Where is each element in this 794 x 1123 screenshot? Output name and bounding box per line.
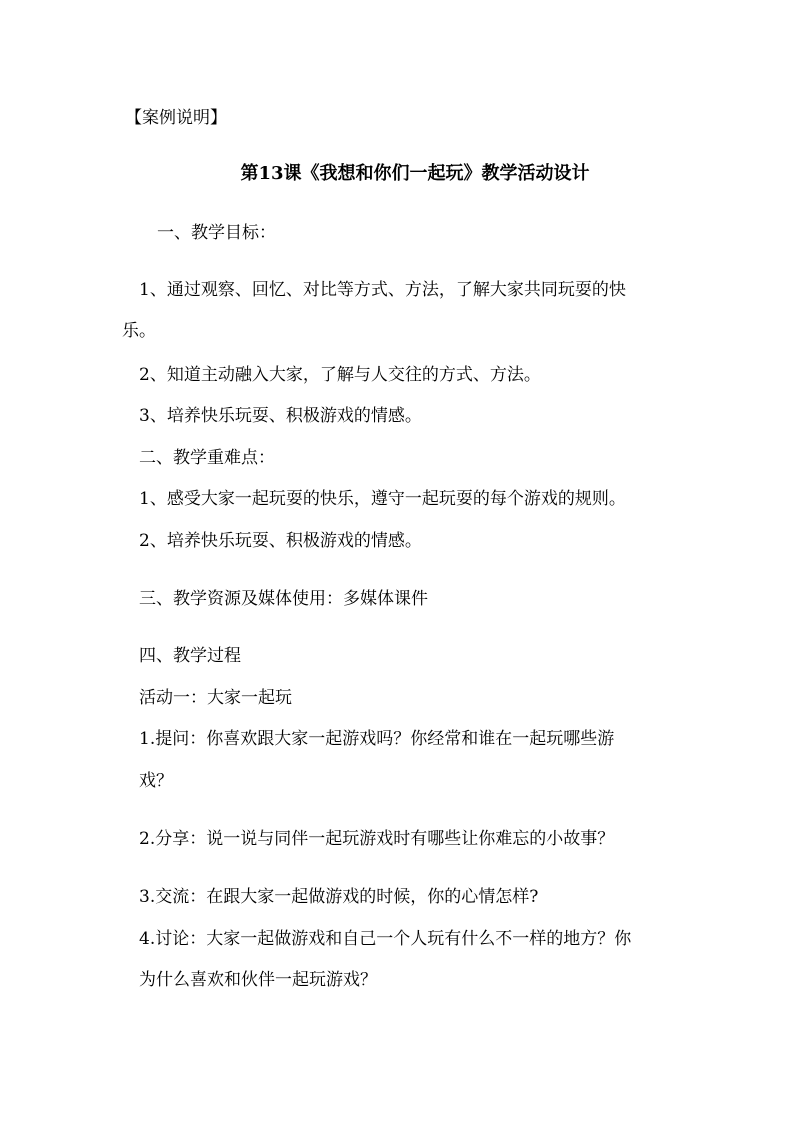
activity-title: 活动一：大家一起玩 xyxy=(139,688,292,708)
section-heading-resources: 三、教学资源及媒体使用：多媒体课件 xyxy=(139,589,428,609)
objective-item-1: 1、通过观察、回忆、对比等方式、方法，了解大家共同玩耍的快 xyxy=(139,280,626,300)
process-item-1: 1.提问：你喜欢跟大家一起游戏吗？你经常和谁在一起玩哪些游 xyxy=(139,729,615,749)
objective-item-2: 2、知道主动融入大家，了解与人交往的方式、方法。 xyxy=(139,365,541,385)
objective-item-3: 3、培养快乐玩耍、积极游戏的情感。 xyxy=(139,406,422,426)
section-heading-process: 四、教学过程 xyxy=(139,646,241,666)
process-item-3: 3.交流：在跟大家一起做游戏的时候，你的心情怎样? xyxy=(139,887,539,907)
process-item-2: 2.分享：说一说与同伴一起玩游戏时有哪些让你难忘的小故事？ xyxy=(139,829,615,849)
process-item-1-continued: 戏？ xyxy=(139,771,173,791)
document-title: 第13课《我想和你们一起玩》教学活动设计 xyxy=(240,163,590,184)
key-point-item-2: 2、培养快乐玩耍、积极游戏的情感。 xyxy=(139,531,422,551)
process-item-4-continued: 为什么喜欢和伙伴一起玩游戏？ xyxy=(139,970,377,990)
case-label: 【案例说明】 xyxy=(125,108,227,128)
key-point-item-1: 1、感受大家一起玩耍的快乐，遵守一起玩耍的每个游戏的规则。 xyxy=(139,489,626,509)
section-heading-key-points: 二、教学重难点： xyxy=(139,448,275,468)
objective-item-1-continued: 乐。 xyxy=(122,321,156,341)
section-heading-objectives: 一、教学目标： xyxy=(157,223,276,243)
process-item-4: 4.讨论：大家一起做游戏和自己一个人玩有什么不一样的地方？你 xyxy=(139,929,632,949)
